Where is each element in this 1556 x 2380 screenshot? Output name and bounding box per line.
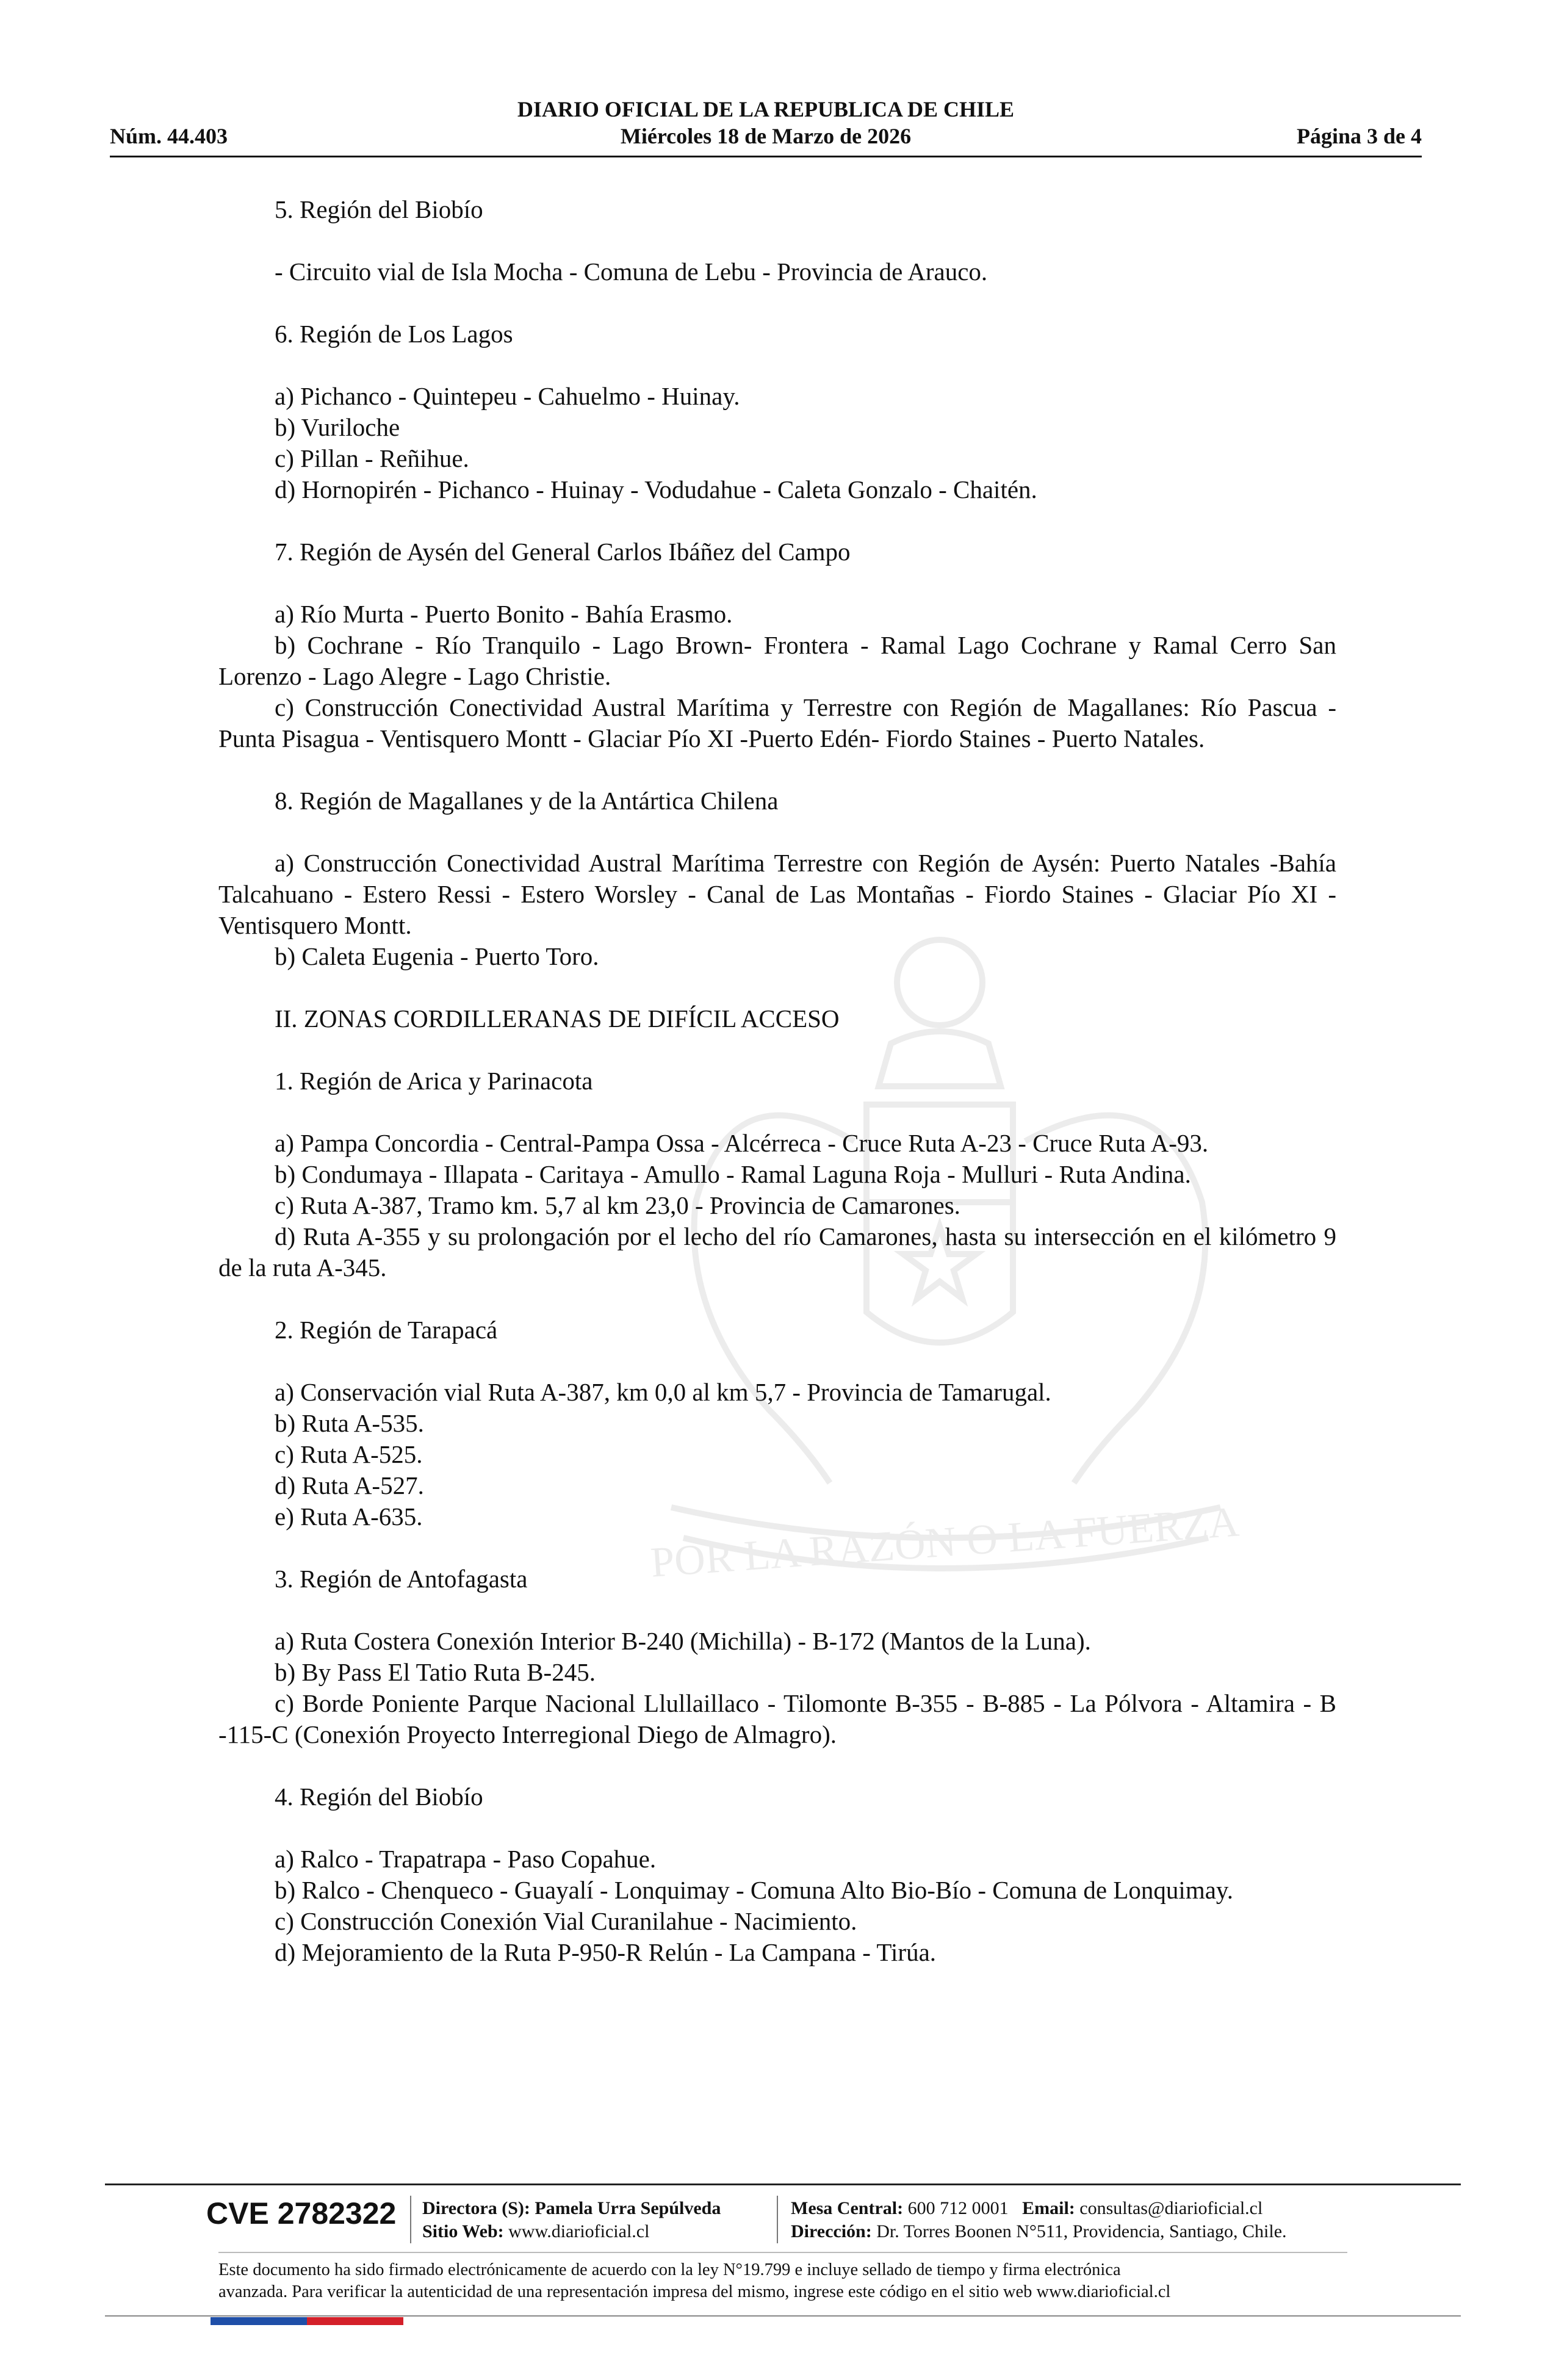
section-heading: 8. Región de Magallanes y de la Antártica Chilena [275,787,779,815]
list-item: a) Río Murta - Puerto Bonito - Bahía Erasmo. [275,600,733,628]
list-item: a) Pichanco - Quintepeu - Cahuelmo - Huinay. [275,382,740,410]
footer-divider-top [105,2183,1461,2185]
website-label: Sitio Web: [422,2221,504,2241]
signature-notice [218,2259,1341,2303]
list-item: d) Hornopirén - Pichanco - Huinay - Vodudahue - Caleta Gonzalo - Chaitén. [275,475,1037,503]
issue-date: Miércoles 18 de Marzo de 2026 [620,124,912,148]
list-item: d) Ruta A-355 y su prolongación por el lecho del río Camarones, hasta su intersección en el kilómetro 9 de la ruta A-345. [218,1222,1336,1282]
footer-divider-bottom [105,2315,1461,2317]
footer-column-separator [410,2196,411,2243]
newspaper-title: DIARIO OFICIAL DE LA REPUBLICA DE CHILE [517,97,1015,121]
page-indicator: Página 3 de 4 [1296,124,1422,148]
list-item: a) Conservación vial Ruta A-387, km 0,0 al km 5,7 - Provincia de Tamarugal. [275,1378,1051,1406]
address-value: Dr. Torres Boonen N°511, Providencia, Santiago, Chile. [876,2221,1287,2241]
phone-value: 600 712 0001 [907,2198,1009,2218]
list-item: a) Construcción Conectividad Austral Marítima Terrestre con Región de Aysén: Puerto Natales -Bahía Talcahuano - Estero Ressi - Estero Worsley - Canal de Las Montañas - Fiordo Staines - Glaciar Pío XI - Ventisquero Montt. [218,849,1336,939]
list-item: b) Cochrane - Río Tranquilo - Lago Brown- Frontera - Ramal Lago Cochrane y Ramal Cerro San Lorenzo - Lago Alegre - Lago Christie. [218,631,1336,690]
issue-number: Núm. 44.403 [110,124,228,148]
list-item: b) By Pass El Tatio Ruta B-245. [275,1658,596,1686]
flag-stripe-red [307,2317,403,2325]
list-item: b) Caleta Eugenia - Puerto Toro. [275,942,599,970]
list-item: c) Ruta A-525. [275,1440,423,1468]
list-item: a) Ruta Costera Conexión Interior B-240 (Michilla) - B-172 (Mantos de la Luna). [275,1627,1091,1655]
page-header [110,96,1422,157]
chapter-heading: II. ZONAS CORDILLERANAS DE DIFÍCIL ACCESO [275,1004,840,1033]
list-item: c) Borde Poniente Parque Nacional Llullaillaco - Tilomonte B-355 - B-885 - La Pólvora - Altamira - B -115-C (Conexión Proyecto Interregional Diego de Almagro). [218,1689,1336,1748]
list-item: b) Ralco - Chenqueco - Guayalí - Lonquimay - Comuna Alto Bio-Bío - Comuna de Lonquimay. [275,1876,1233,1904]
section-heading: 5. Región del Biobío [275,195,483,223]
section-heading: 1. Región de Arica y Parinacota [275,1067,593,1095]
list-item: c) Pillan - Reñihue. [275,444,469,472]
list-item: b) Vuriloche [275,413,400,441]
watermark-motto: POR LA RAZÓN O LA FUERZA [649,1498,1241,1587]
document-body [218,194,1336,1968]
flag-stripe-blue [211,2317,307,2325]
paragraph: - Circuito vial de Isla Mocha - Comuna de Lebu - Provincia de Arauco. [275,258,988,286]
list-item: c) Ruta A-387, Tramo km. 5,7 al km 23,0 - Provincia de Camarones. [275,1191,960,1219]
email-label: Email: [1022,2198,1075,2218]
director-label: Directora (S): [422,2198,530,2218]
cve-code: CVE 2782322 [206,2196,397,2230]
header-divider [110,156,1422,157]
phone-label: Mesa Central: [791,2198,904,2218]
list-item: b) Condumaya - Illapata - Caritaya - Amullo - Ramal Laguna Roja - Mulluri - Ruta Andina. [275,1160,1191,1188]
section-heading: 2. Región de Tarapacá [275,1316,498,1344]
footer-divider-middle [218,2252,1347,2253]
section-heading: 6. Región de Los Lagos [275,320,513,348]
list-item: a) Pampa Concordia - Central-Pampa Ossa - Alcérreca - Cruce Ruta A-23 - Cruce Ruta A-93. [275,1129,1209,1157]
section-heading: 3. Región de Antofagasta [275,1565,528,1593]
list-item: c) Construcción Conectividad Austral Marítima y Terrestre con Región de Magallanes: Río Pascua - Punta Pisagua - Ventisquero Montt - Glaciar Pío XI -Puerto Edén- Fiordo Staines - Puerto Natales. [218,693,1336,752]
footer-contact-block [791,2197,1287,2243]
email-link[interactable]: consultas@diarioficial.cl [1079,2198,1263,2218]
list-item: d) Mejoramiento de la Ruta P-950-R Relún - La Campana - Tirúa. [275,1938,937,1966]
section-heading: 4. Región del Biobío [275,1783,483,1811]
website-link[interactable]: www.diarioficial.cl [508,2221,650,2241]
signature-notice-line: avanzada. Para verificar la autenticidad de una representación impresa del mismo, ingrese este código en el sitio web www.diarioficial.cl [218,2282,1171,2301]
address-label: Dirección: [791,2221,872,2241]
footer-column-separator [777,2196,778,2243]
section-heading: 7. Región de Aysén del General Carlos Ibáñez del Campo [275,538,851,566]
list-item: a) Ralco - Trapatrapa - Paso Copahue. [275,1845,657,1873]
list-item: c) Construcción Conexión Vial Curanilahue - Nacimiento. [275,1907,857,1935]
list-item: b) Ruta A-535. [275,1409,424,1437]
list-item: e) Ruta A-635. [275,1502,423,1531]
list-item: d) Ruta A-527. [275,1471,424,1499]
signature-notice-line: Este documento ha sido firmado electrónicamente de acuerdo con la ley N°19.799 e incluye sellado de tiempo y firma electrónica [218,2260,1121,2279]
director-name: Pamela Urra Sepúlveda [535,2198,721,2218]
footer-director-block [422,2197,721,2243]
